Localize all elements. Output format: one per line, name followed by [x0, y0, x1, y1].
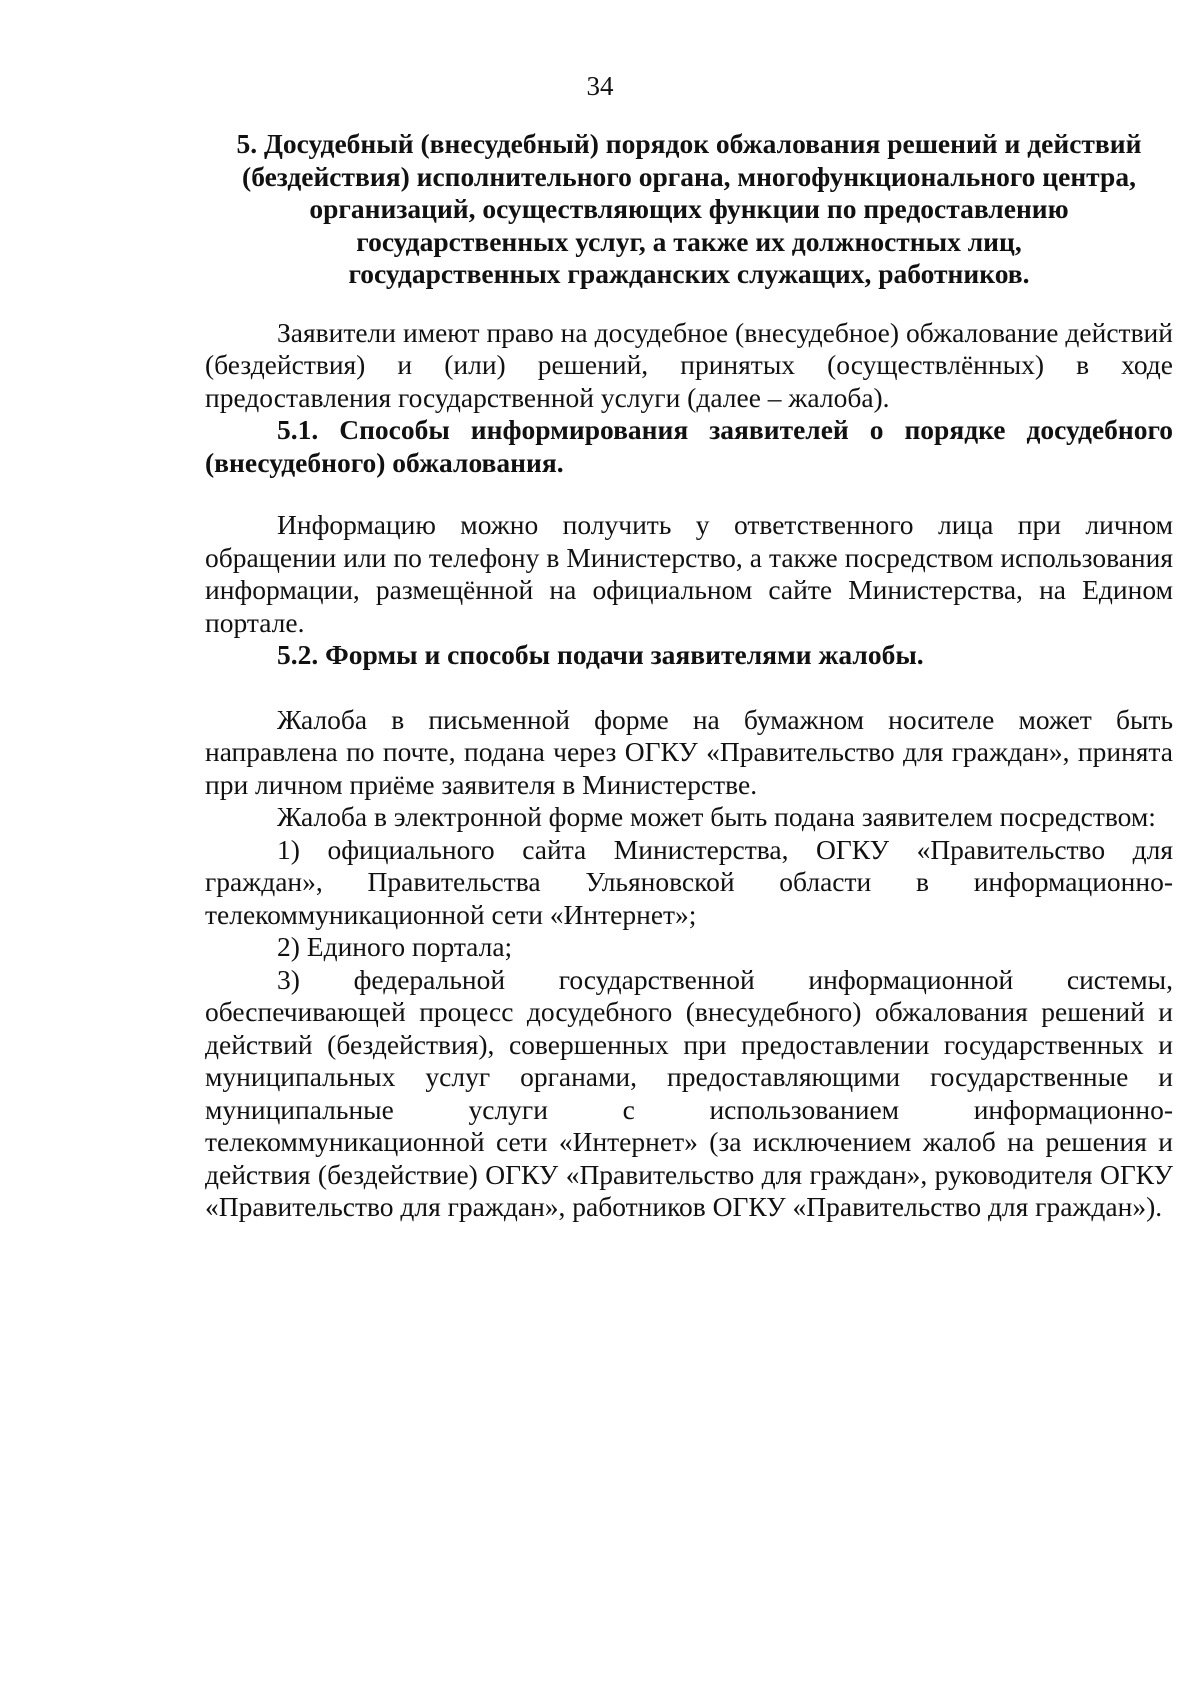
section-5-2-paragraph-electronic: Жалоба в электронной форме может быть подана заявителем посредством: [277, 801, 1156, 832]
section-5-heading-line: организаций, осуществляющих функции по предоставлению [309, 193, 1069, 224]
section-5-2-heading: 5.2. Формы и способы подачи заявителями жалобы. [277, 639, 924, 670]
section-5-intro-paragraph: Заявители имеют право на досудебное (внесудебное) обжалование действий (бездействия) и (или) решений, принятых (осуществлённых) в ходе предоставления государственной услуги (далее – жалоба). [205, 316, 1173, 413]
list-item-federal-system: 3) федеральной государственной информационной системы, обеспечивающей процесс досудебного (внесудебного) обжалования решений и действий (бездействия), совершенных при предоставлении государственных и муниципальных услуг органами, предоставляющими государственные и муниципальные услуги с использованием информационно-телекоммуникационной сети «Интернет» (за исключением жалоб на решения и действия (бездействие) ОГКУ «Правительство для граждан», руководителя ОГКУ «Правительство для граждан», работников ОГКУ «Правительство для граждан»). [205, 963, 1173, 1222]
page-number: 34 [586, 71, 614, 101]
document-body [205, 128, 1173, 1224]
section-5-2-paragraph-paper: Жалоба в письменной форме на бумажном носителе может быть направлена по почте, подана через ОГКУ «Правительство для граждан», принята при личном приёме заявителя в Министерстве. [205, 703, 1173, 800]
section-5-heading-line: (бездействия) исполнительного органа, многофункционального центра, [242, 160, 1136, 192]
section-5-heading [205, 128, 1173, 291]
list-item-unified-portal: 2) Единого портала; [277, 931, 513, 962]
section-5-heading-line: государственных гражданских служащих, работников. [348, 258, 1030, 289]
section-5-1-heading: 5.1. Способы информирования заявителей о порядке досудебного (внесудебного) обжалования. [205, 414, 1173, 478]
section-5-1-paragraph: Информацию можно получить у ответственного лица при личном обращении или по телефону в Министерство, а также посредством использования информации, размещённой на официальном сайте Министерства, на Едином портале. [205, 509, 1173, 638]
list-item-official-site: 1) официального сайта Министерства, ОГКУ «Правительство для граждан», Правительства Ульяновской области в информационно-телекоммуникационной сети «Интернет»; [205, 833, 1173, 930]
section-5-heading-line: 5. Досудебный (внесудебный) порядок обжалования решений и действий [236, 128, 1142, 159]
section-5-heading-line: государственных услуг, а также их должностных лиц, [356, 225, 1022, 257]
